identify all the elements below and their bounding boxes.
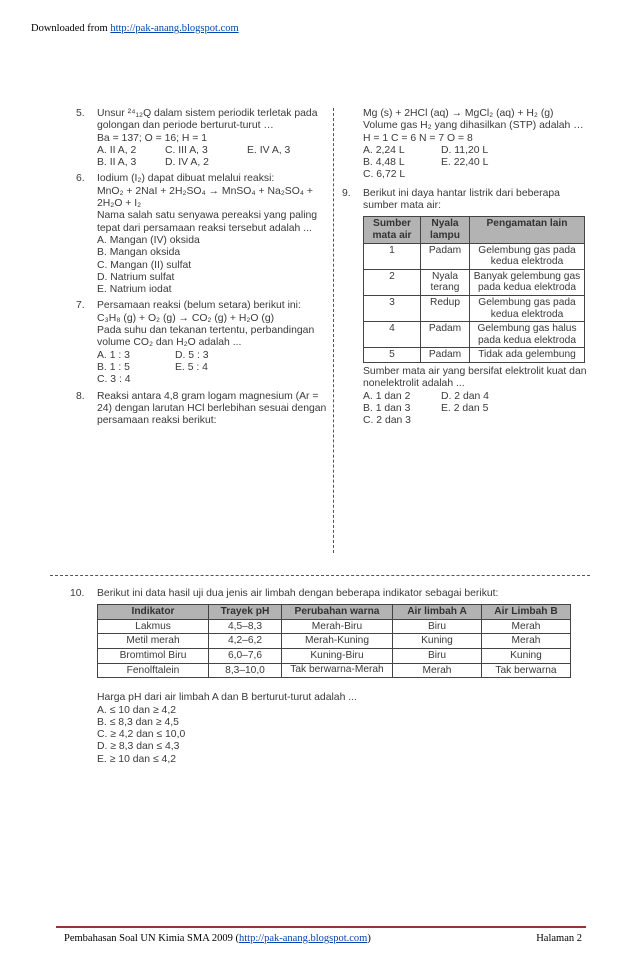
table-cell: Merah-Biru xyxy=(282,619,393,634)
table-row xyxy=(364,348,585,363)
question-data: Ba = 137; O = 16; H = 1 xyxy=(97,132,208,144)
question-5 xyxy=(70,108,330,169)
table-cell: Merah xyxy=(393,663,482,678)
table-header: Nyala lampu xyxy=(421,217,470,243)
table-cell: Bromtimol Biru xyxy=(98,649,209,664)
table-cell: 4 xyxy=(364,322,421,348)
question-number: 9. xyxy=(342,187,351,199)
column-divider xyxy=(333,108,334,553)
table-header: Sumber mata air xyxy=(364,217,421,243)
option: E. IV A, 3 xyxy=(247,144,291,156)
indicator-table xyxy=(97,604,571,678)
question-text: Pada suhu dan tekanan tertentu, perbandingan volume CO₂ dan H₂O adalah ... xyxy=(97,325,315,349)
question-number: 10. xyxy=(70,588,85,599)
footer-title: Pembahasan Soal UN Kimia SMA 2009 ( xyxy=(64,933,239,944)
table-header-row xyxy=(364,217,585,243)
table-cell: Gelembung gas pada kedua elektroda xyxy=(470,243,585,269)
option: E. 5 : 4 xyxy=(175,361,208,373)
question-text: Berikut ini daya hantar listrik dari beberapa sumber mata air: xyxy=(363,187,560,212)
options xyxy=(97,350,330,387)
question-10-footer xyxy=(70,692,590,766)
table-cell: Fenolftalein xyxy=(98,663,209,678)
table-cell: Kuning-Biru xyxy=(282,649,393,664)
question-8 xyxy=(70,391,330,428)
option: C. 6,72 L xyxy=(363,169,406,181)
table-cell: Redup xyxy=(421,295,470,321)
reaction-equation: MnO₂ + 2NaI + 2H₂SO₄ → MnSO₄ + Na₂SO₄ + 2H₂O + I₂ xyxy=(97,185,313,210)
option: C. ≥ 4,2 dan ≤ 10,0 xyxy=(97,729,186,741)
option: B. 4,48 L xyxy=(363,157,405,169)
table-cell: Merah xyxy=(482,634,571,649)
table-cell: Metil merah xyxy=(98,634,209,649)
question-data: H = 1 C = 6 N = 7 O = 8 xyxy=(363,132,473,144)
option: A. 2,24 L xyxy=(363,144,405,156)
table-cell: Biru xyxy=(393,649,482,664)
option: B. 1 : 5 xyxy=(97,361,130,373)
table-row xyxy=(364,295,585,321)
options xyxy=(97,235,330,296)
question-text: Harga pH dari air limbah A dan B berturut-turut adalah ... xyxy=(97,692,357,704)
options xyxy=(363,145,593,182)
page-header xyxy=(31,23,239,34)
table-cell: Kuning xyxy=(482,649,571,664)
table-cell: 3 xyxy=(364,295,421,321)
question-intro: Persamaan reaksi (belum setara) berikut ini: xyxy=(97,300,301,312)
table-row xyxy=(364,269,585,295)
option: C. III A, 3 xyxy=(165,144,208,156)
header-prefix: Downloaded from xyxy=(31,23,111,34)
question-text: Sumber mata air yang bersifat elektrolit kuat dan nonelektrolit adalah ... xyxy=(363,365,587,390)
table-row xyxy=(98,619,571,634)
table-cell: Nyala terang xyxy=(421,269,470,295)
option: E. Natrium iodat xyxy=(97,284,172,296)
table-header: Pengamatan lain xyxy=(470,217,585,243)
table-row xyxy=(98,663,571,678)
table-cell: Merah-Kuning xyxy=(282,634,393,649)
question-10-body xyxy=(70,588,590,600)
question-6 xyxy=(70,173,330,296)
left-column xyxy=(70,108,330,431)
table-cell: Gelembung gas pada kedua elektroda xyxy=(470,295,585,321)
table-cell: Padam xyxy=(421,243,470,269)
header-link[interactable]: http://pak-anang.blogspot.com xyxy=(110,23,239,34)
question-number: 5. xyxy=(76,108,85,119)
table-row xyxy=(364,322,585,348)
table-cell: Merah xyxy=(482,619,571,634)
reaction-equation: Mg (s) + 2HCl (aq) → MgCl₂ (aq) + H₂ (g) xyxy=(363,108,554,119)
option: A. 1 dan 2 xyxy=(363,390,411,402)
option: C. 2 dan 3 xyxy=(363,415,411,427)
table-cell: Tidak ada gelembung xyxy=(470,348,585,363)
footer-divider xyxy=(56,926,586,928)
option: A. ≤ 10 dan ≥ 4,2 xyxy=(97,704,176,716)
section-divider xyxy=(50,575,590,576)
right-column xyxy=(342,108,593,431)
question-9 xyxy=(342,187,593,428)
table-cell: Biru xyxy=(393,619,482,634)
option: A. II A, 2 xyxy=(97,144,137,156)
option: A. Mangan (IV) oksida xyxy=(97,234,200,246)
option: E. 22,40 L xyxy=(441,157,489,169)
table-cell: 4,5–8,3 xyxy=(209,619,282,634)
option: B. Mangan oksida xyxy=(97,247,181,259)
question-8-continued xyxy=(345,108,593,182)
table-cell: Padam xyxy=(421,348,470,363)
question-number: 7. xyxy=(76,300,85,312)
table-cell: Banyak gelembung gas pada kedua elektroda xyxy=(470,269,585,295)
table-cell: Tak berwarna xyxy=(482,663,571,678)
table-cell: 5 xyxy=(364,348,421,363)
question-number: 8. xyxy=(76,390,85,402)
table-cell: 2 xyxy=(364,269,421,295)
option: D. IV A, 2 xyxy=(165,157,209,169)
table-row xyxy=(364,243,585,269)
question-10 xyxy=(70,588,590,766)
table-cell: Lakmus xyxy=(98,619,209,634)
table-header: Trayek pH xyxy=(209,605,282,620)
footer-link[interactable]: http://pak-anang.blogspot.com xyxy=(239,933,368,944)
option: C. 3 : 4 xyxy=(97,374,131,386)
option: C. Mangan (II) sulfat xyxy=(97,259,192,271)
conductivity-table xyxy=(363,216,585,363)
option: D. 5 : 3 xyxy=(175,349,209,361)
table-header: Air Limbah B xyxy=(482,605,571,620)
footer-suffix: ) xyxy=(367,933,371,944)
options xyxy=(363,391,593,428)
table-cell: 4,2–6,2 xyxy=(209,634,282,649)
table-cell: Padam xyxy=(421,322,470,348)
question-text: Nama salah satu senyawa pereaksi yang paling tepat dari persamaan reaksi tersebut adalah ... xyxy=(97,210,318,234)
option: B. II A, 3 xyxy=(97,157,137,169)
question-text: Reaksi antara 4,8 gram logam magnesium (Ar = 24) dengan larutan HCl berlebihan sesuai dengan persamaan reaksi berikut: xyxy=(97,390,327,427)
option: B. 1 dan 3 xyxy=(363,402,411,414)
table-header: Indikator xyxy=(98,605,209,620)
table-header: Perubahan warna xyxy=(282,605,393,620)
reaction-equation: C₃H₈ (g) + O₂ (g) → CO₂ (g) + H₂O (g) xyxy=(97,312,275,324)
question-text: Unsur ²⁴₁₂Q dalam sistem periodik terletak pada golongan dan periode berturut-turut … xyxy=(97,108,318,132)
option: D. 2 dan 4 xyxy=(441,390,489,402)
table-cell: Gelembung gas halus pada kedua elektroda xyxy=(470,322,585,348)
table-header-row xyxy=(98,605,571,620)
question-text: Volume gas H₂ yang dihasilkan (STP) adalah … xyxy=(363,120,584,132)
question-intro: Iodium (I₂) dapat dibuat melalui reaksi: xyxy=(97,173,275,185)
option: A. 1 : 3 xyxy=(97,349,130,361)
table-cell: 8,3–10,0 xyxy=(209,663,282,678)
option: B. ≤ 8,3 dan ≥ 4,5 xyxy=(97,716,179,728)
table-cell: Kuning xyxy=(393,634,482,649)
table-cell: 1 xyxy=(364,243,421,269)
table-row xyxy=(98,649,571,664)
question-7 xyxy=(70,300,330,386)
option: E. 2 dan 5 xyxy=(441,402,489,414)
table-cell: Tak berwarna-Merah xyxy=(282,663,393,678)
table-cell: 6,0–7,6 xyxy=(209,649,282,664)
question-text: Berikut ini data hasil uji dua jenis air limbah dengan beberapa indikator sebagai berikut: xyxy=(97,588,499,599)
page-number: Halaman 2 xyxy=(536,933,582,944)
option: E. ≥ 10 dan ≤ 4,2 xyxy=(97,753,176,765)
page-footer xyxy=(64,933,582,944)
table-row xyxy=(98,634,571,649)
option: D. Natrium sulfat xyxy=(97,271,175,283)
table-header: Air limbah A xyxy=(393,605,482,620)
options xyxy=(97,145,330,170)
option: D. ≥ 8,3 dan ≤ 4,3 xyxy=(97,741,180,753)
question-number: 6. xyxy=(76,173,85,185)
option: D. 11,20 L xyxy=(441,144,489,156)
